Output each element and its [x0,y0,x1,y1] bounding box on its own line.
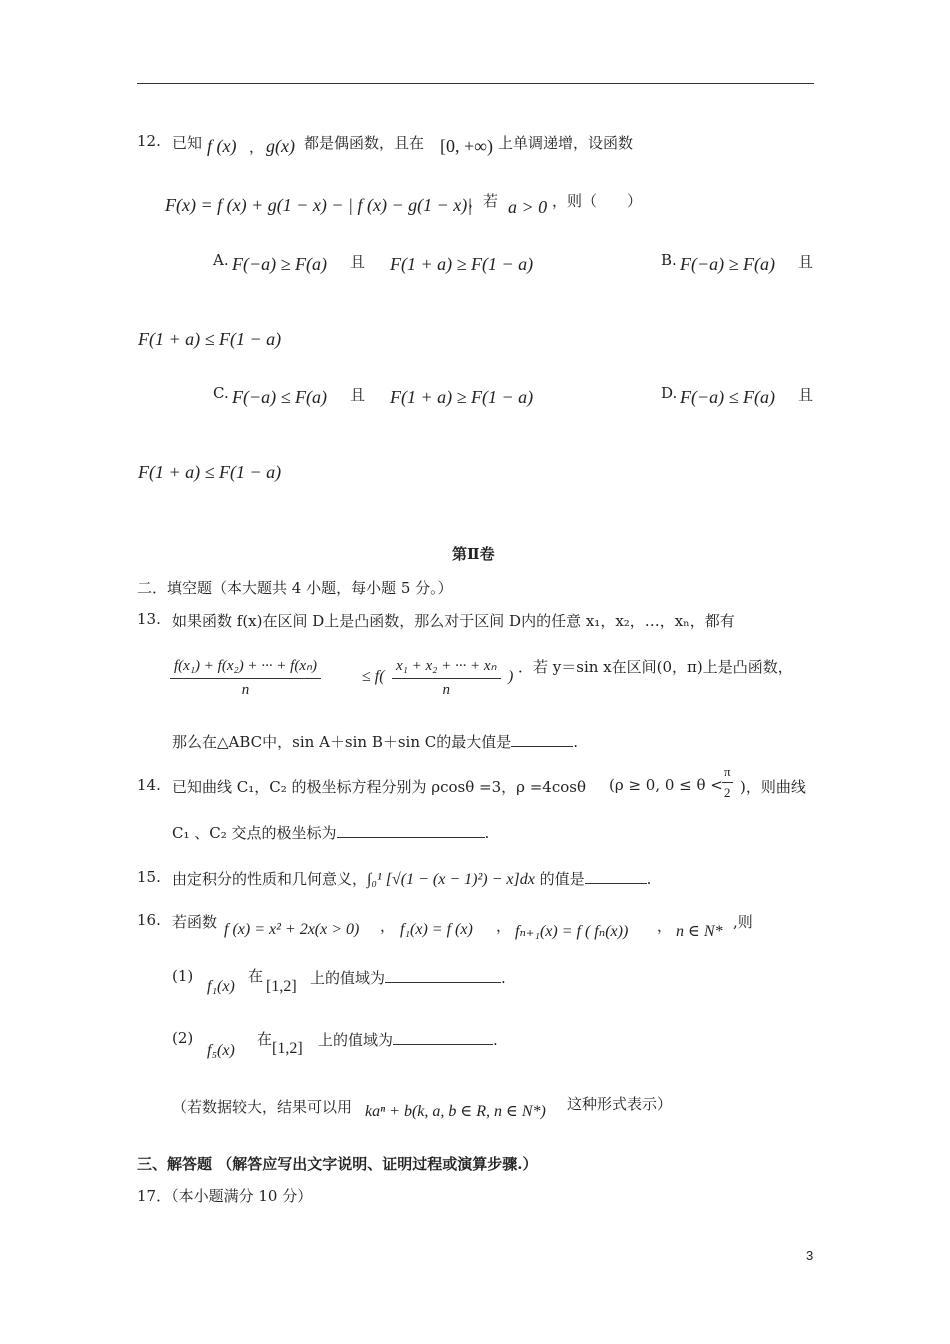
page-number: 3 [806,1248,814,1263]
q16-part1-range: [1,2] [266,978,297,995]
q15-end: . [646,870,652,888]
q12-intro-a: 已知 [172,134,203,152]
q14-line2-end: . [484,824,490,842]
section2-heading: 二．填空题（本大题共 4 小题，每小题 5 分。） [137,579,453,597]
q14-two: 2 [724,785,731,800]
q16-n-domain: n ∈ N* [676,923,723,940]
q12-intro-c: 上单调递增，设函数 [498,134,634,152]
q14-pi: π [722,764,733,783]
q12-option-c-and: 且 [350,386,366,404]
q13-line1: 如果函数 f(x)在区间 D上是凸函数，那么对于区间 D内的任意 x₁，x₂，…，xₙ，都有 [172,612,735,630]
q16-f-def: f (x) = x² + 2x(x > 0) [224,921,360,938]
q13-lhs-denominator: n [241,682,250,698]
q16-part2-at: 在 [257,1030,273,1048]
q16-recursion: fₙ₊₁(x) = f ( fₙ(x)) [515,923,629,940]
q14-line2-text: C₁ 、C₂ 交点的极坐标为 [172,824,337,842]
q12-cond-a: ，若 [468,192,499,210]
q12-sep: ， [249,138,265,156]
q12-option-a-and: 且 [350,253,366,271]
q16-part1-end: . [501,969,506,987]
q12-option-a-part1: F(−a) ≥ F(a) [232,254,327,274]
q13-lhs-numerator: f(x₁) + f(x₂) + ··· + f(xₙ) [170,656,321,679]
q14-pi-over-2 [722,764,733,801]
q13-line3 [172,731,578,752]
q16-part2-answer [318,1029,498,1050]
q13-close-paren: ) [508,668,514,685]
q12-option-c-label: C. [213,384,229,402]
q16-sep-1: ， [380,917,396,935]
q12-cond-b: ，则（ ） [552,192,643,210]
q16-part1-text: 上的值域为 [310,969,386,987]
q16-part1-at: 在 [248,967,264,985]
q12-option-c-part1: F(−a) ≤ F(a) [232,387,327,407]
section3-heading: 三、解答题 （解答应写出文字说明、证明过程或演算步骤.） [137,1155,538,1173]
q14-answer-blank[interactable] [337,823,485,838]
q13-number: 13. [137,610,161,628]
q16-part2-text: 上的值域为 [318,1031,394,1049]
q14-line1: 已知曲线 C₁，C₂ 的极坐标方程分别为 ρcosθ =3，ρ =4cosθ [172,778,587,796]
q16-note-expr: kaⁿ + b(k, a, b ∈ R, n ∈ N*) [365,1103,546,1120]
q12-condition: a > 0 [508,197,548,217]
q12-number: 12. [137,132,161,150]
q16-number: 16. [137,911,161,929]
q13-line3-text: 那么在△ABC中，sin A＋sin B＋sin C的最大值是 [172,733,512,751]
q13-line2-tail: ．若 y＝sin x在区间(0，π)上是凸函数， [518,658,793,676]
q16-f1-def: f₁(x) = f (x) [400,921,473,938]
q12-option-a-label: A. [213,251,229,269]
q16-part1-fn: f₁(x) [207,978,235,995]
q14-condition-b: )，则曲线 [740,778,806,796]
q12-option-b-part2: F(1 + a) ≤ F(1 − a) [138,329,282,349]
q16-note-a: （若数据较大，结果可以用 [172,1098,353,1116]
section2-title: 第Ⅱ卷 [452,545,495,563]
q13-rhs-denominator: n [442,682,450,698]
q13-rhs-fraction [392,656,501,699]
q12-option-c-part2: F(1 + a) ≥ F(1 − a) [390,387,534,407]
q15-integral: ∫₀¹ [√(1 − (x − 1)²) − x]dx [367,871,535,888]
q12-gx: g(x) [266,136,295,156]
q12-option-b-part1: F(−a) ≥ F(a) [680,254,775,274]
q13-answer-blank[interactable] [511,732,573,747]
q16-part1-answer [310,967,506,988]
q16-sep-3: ， [657,917,673,935]
q14-number: 14. [137,776,161,794]
q16-lead: 若函数 [172,913,218,931]
q16-part1-label: (1) [172,967,194,985]
q14-line2 [172,822,489,843]
q12-interval: [0, +∞) [440,136,493,156]
q16-part2-label: (2) [172,1029,194,1047]
q16-part2-blank[interactable] [393,1030,493,1045]
q12-definition: F(x) = f (x) + g(1 − x) − | f (x) − g(1 − x)| [165,195,473,215]
q13-lhs-fraction [170,656,321,699]
q12-intro-b: 都是偶函数，且在 [304,134,425,152]
q12-option-d-label: D. [661,384,678,402]
q16-tail: ,则 [733,913,753,931]
q12-option-d-and: 且 [798,386,814,404]
q13-inequality: ≤ f( [362,668,385,685]
q12-option-b-label: B. [661,251,677,269]
q12-option-a-part2: F(1 + a) ≥ F(1 − a) [390,254,534,274]
q13-line3-end: . [573,733,579,751]
q16-sep-2: ， [496,917,512,935]
q14-condition-a: (ρ ≥ 0, 0 ≤ θ < [609,776,723,794]
q17-heading: 17．（本小题满分 10 分） [137,1187,313,1205]
q12-fx: f (x) [207,136,237,156]
q12-option-b-and: 且 [798,253,814,271]
q12-option-d-part2: F(1 + a) ≤ F(1 − a) [138,462,282,482]
q16-note-b: 这种形式表示） [567,1095,673,1113]
q15-line [172,868,651,889]
q12-option-d-part1: F(−a) ≤ F(a) [680,387,775,407]
q15-lead: 由定积分的性质和几何意义， [172,870,368,888]
q16-part2-fn: f₅(x) [207,1042,235,1059]
q13-rhs-numerator: x₁ + x₂ + ··· + xₙ [392,656,501,679]
q16-part2-end: . [493,1031,498,1049]
q16-part1-blank[interactable] [385,968,501,983]
q16-part2-range: [1,2] [272,1040,303,1057]
q15-tail: 的值是 [539,870,585,888]
q15-answer-blank[interactable] [585,869,647,884]
header-rule [137,83,814,84]
q15-number: 15. [137,868,161,886]
